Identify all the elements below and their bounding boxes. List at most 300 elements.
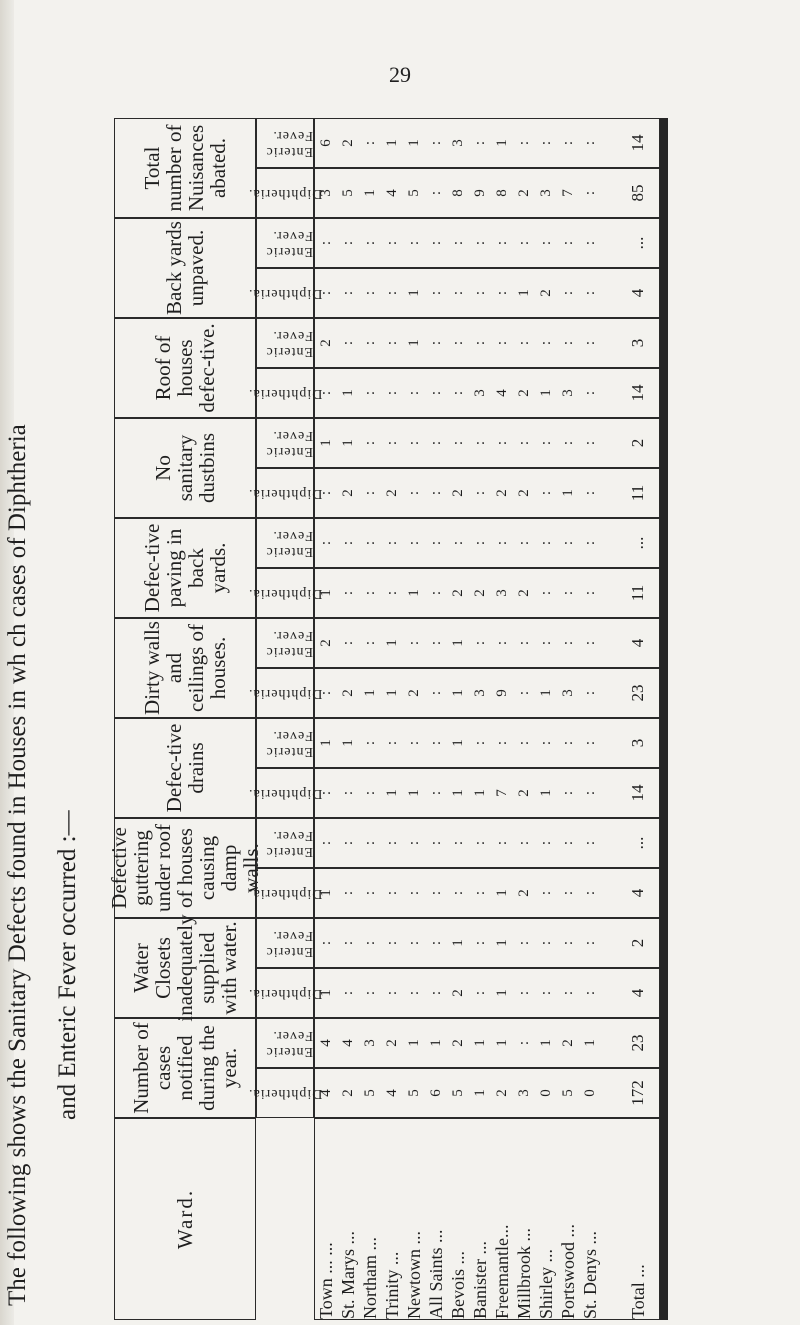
cell-value: : bbox=[538, 240, 554, 246]
cell-value: : bbox=[384, 390, 400, 396]
cell-value: : bbox=[340, 540, 356, 546]
cell-value: 1 bbox=[340, 439, 356, 447]
cell-value: 1 bbox=[494, 989, 510, 997]
cell-value: 1 bbox=[340, 739, 356, 747]
cell-value: : bbox=[362, 940, 378, 946]
cell-value: : bbox=[450, 390, 466, 396]
value-column bbox=[314, 1018, 660, 1068]
cell-value: : bbox=[428, 540, 444, 546]
cell-value: : bbox=[582, 890, 598, 896]
cell-value: 4 bbox=[318, 1089, 334, 1097]
cell-value: 1 bbox=[538, 689, 554, 697]
cell-value: : bbox=[516, 640, 532, 646]
cell-value: : bbox=[384, 990, 400, 996]
cell-value: : bbox=[362, 140, 378, 146]
cell-value: : bbox=[472, 240, 488, 246]
cell-value: : bbox=[406, 640, 422, 646]
column-total: 23 bbox=[628, 1034, 647, 1052]
cell-value: : bbox=[362, 840, 378, 846]
cell-value: : bbox=[560, 740, 576, 746]
cell-value: : bbox=[516, 690, 532, 696]
cell-value: 0 bbox=[538, 1089, 554, 1097]
cell-value: : bbox=[340, 340, 356, 346]
cell-value: : bbox=[428, 190, 444, 196]
cell-value: : bbox=[472, 340, 488, 346]
cell-value: : bbox=[538, 740, 554, 746]
cell-value: : bbox=[340, 790, 356, 796]
cell-value: 2 bbox=[560, 1039, 576, 1047]
cell-value: 1 bbox=[450, 739, 466, 747]
cell-value: 4 bbox=[384, 1089, 400, 1097]
value-column bbox=[314, 618, 660, 668]
table-bottom-rule bbox=[660, 118, 668, 1320]
enteric-fever-label: Enteric Fever. bbox=[265, 528, 313, 559]
cell-value: : bbox=[472, 990, 488, 996]
column-total: 14 bbox=[628, 384, 647, 402]
cell-value: : bbox=[406, 840, 422, 846]
category-header: No sanitary dustbins bbox=[114, 418, 256, 518]
cell-value: 2 bbox=[318, 639, 334, 647]
cell-value: 1 bbox=[560, 489, 576, 497]
cell-value: : bbox=[538, 490, 554, 496]
cell-value: 7 bbox=[494, 789, 510, 797]
cell-value: : bbox=[538, 940, 554, 946]
diphtheria-label: Diphtheria. bbox=[247, 886, 323, 901]
cell-value: 1 bbox=[406, 139, 422, 147]
cell-value: 1 bbox=[516, 289, 532, 297]
cell-value: : bbox=[582, 290, 598, 296]
cell-value: : bbox=[516, 1040, 532, 1046]
value-column bbox=[314, 968, 660, 1018]
sub-header-cell bbox=[247, 868, 323, 918]
category-header: Number of cases notified during the year. bbox=[114, 1018, 256, 1118]
ward-name: Newtown ... bbox=[404, 1231, 424, 1319]
cell-value: : bbox=[538, 890, 554, 896]
cell-value: 1 bbox=[318, 739, 334, 747]
cell-value: : bbox=[560, 590, 576, 596]
ward-name: Banister ... bbox=[470, 1241, 490, 1319]
diphtheria-label: Diphtheria. bbox=[247, 186, 323, 201]
cell-value: : bbox=[428, 390, 444, 396]
cell-value: : bbox=[472, 440, 488, 446]
cell-value: : bbox=[516, 940, 532, 946]
enteric-fever-label: Enteric Fever. bbox=[265, 728, 313, 759]
cell-value: : bbox=[494, 740, 510, 746]
value-column bbox=[314, 818, 660, 868]
cell-value: : bbox=[384, 590, 400, 596]
cell-value: 2 bbox=[384, 1039, 400, 1047]
cell-value: : bbox=[384, 940, 400, 946]
cell-value: : bbox=[538, 440, 554, 446]
cell-value: : bbox=[582, 840, 598, 846]
value-column bbox=[314, 918, 660, 968]
cell-value: 3 bbox=[318, 189, 334, 197]
category-header: Dirty walls and ceilings of houses. bbox=[114, 618, 256, 718]
cell-value: 2 bbox=[384, 489, 400, 497]
cell-value: : bbox=[582, 590, 598, 596]
value-column bbox=[314, 568, 660, 618]
cell-value: 8 bbox=[494, 189, 510, 197]
cell-value: : bbox=[582, 690, 598, 696]
cell-value: : bbox=[428, 890, 444, 896]
enteric-fever-label: Enteric Fever. bbox=[265, 628, 313, 659]
cell-value: 5 bbox=[362, 1089, 378, 1097]
cell-value: 3 bbox=[362, 1039, 378, 1047]
enteric-fever-label: Enteric Fever. bbox=[265, 128, 313, 159]
column-total: ... bbox=[628, 836, 647, 850]
cell-value: : bbox=[362, 890, 378, 896]
category-header: Defective guttering under roof of houses causing damp walls. bbox=[114, 818, 256, 918]
cell-value: : bbox=[318, 940, 334, 946]
cell-value: 9 bbox=[472, 189, 488, 197]
cell-value: 1 bbox=[472, 1039, 488, 1047]
cell-value: : bbox=[538, 990, 554, 996]
diphtheria-label: Diphtheria. bbox=[247, 286, 323, 301]
column-total: 14 bbox=[628, 784, 647, 802]
cell-value: : bbox=[318, 840, 334, 846]
sub-header-cell bbox=[247, 268, 323, 318]
cell-value: : bbox=[362, 490, 378, 496]
cell-value: : bbox=[582, 240, 598, 246]
column-total: 2 bbox=[628, 938, 647, 948]
cell-value: : bbox=[516, 840, 532, 846]
cell-value: : bbox=[318, 240, 334, 246]
cell-value: : bbox=[318, 490, 334, 496]
sub-header-cell bbox=[256, 318, 314, 368]
cell-value: : bbox=[472, 540, 488, 546]
cell-value: : bbox=[362, 640, 378, 646]
sub-header-cell bbox=[247, 468, 323, 518]
cell-value: : bbox=[494, 440, 510, 446]
value-column bbox=[314, 768, 660, 818]
cell-value: 1 bbox=[384, 689, 400, 697]
cell-value: 3 bbox=[472, 389, 488, 397]
cell-value: 5 bbox=[406, 1089, 422, 1097]
cell-value: 1 bbox=[472, 789, 488, 797]
cell-value: 2 bbox=[450, 489, 466, 497]
cell-value: : bbox=[318, 790, 334, 796]
cell-value: : bbox=[428, 290, 444, 296]
cell-value: 1 bbox=[318, 589, 334, 597]
cell-value: : bbox=[340, 840, 356, 846]
cell-value: : bbox=[318, 390, 334, 396]
enteric-fever-label: Enteric Fever. bbox=[265, 928, 313, 959]
cell-value: 5 bbox=[406, 189, 422, 197]
sub-header-cell bbox=[256, 918, 314, 968]
cell-value: 2 bbox=[450, 589, 466, 597]
cell-value: 2 bbox=[494, 1089, 510, 1097]
sub-header-cell bbox=[256, 118, 314, 168]
diphtheria-label: Diphtheria. bbox=[247, 586, 323, 601]
cell-value: 1 bbox=[384, 639, 400, 647]
sub-header-cell bbox=[247, 968, 323, 1018]
cell-value: 1 bbox=[450, 689, 466, 697]
cell-value: : bbox=[516, 540, 532, 546]
cell-value: 5 bbox=[560, 1089, 576, 1097]
category-header: Back yards unpaved. bbox=[114, 218, 256, 318]
cell-value: : bbox=[428, 440, 444, 446]
cell-value: : bbox=[516, 140, 532, 146]
enteric-fever-label: Enteric Fever. bbox=[265, 228, 313, 259]
cell-value: : bbox=[538, 340, 554, 346]
cell-value: : bbox=[560, 940, 576, 946]
cell-value: : bbox=[472, 140, 488, 146]
cell-value: 1 bbox=[472, 1089, 488, 1097]
diphtheria-label: Diphtheria. bbox=[247, 486, 323, 501]
category-header: Total number of Nuisances abated. bbox=[114, 118, 256, 218]
cell-value: 2 bbox=[516, 389, 532, 397]
cell-value: 4 bbox=[340, 1039, 356, 1047]
cell-value: : bbox=[428, 690, 444, 696]
cell-value: 1 bbox=[494, 889, 510, 897]
cell-value: : bbox=[406, 740, 422, 746]
cell-value: : bbox=[538, 140, 554, 146]
cell-value: 2 bbox=[318, 339, 334, 347]
cell-value: 8 bbox=[450, 189, 466, 197]
value-column bbox=[314, 718, 660, 768]
cell-value: : bbox=[472, 490, 488, 496]
value-column bbox=[314, 418, 660, 468]
cell-value: 1 bbox=[538, 1039, 554, 1047]
sub-header-cell bbox=[256, 418, 314, 468]
cell-value: : bbox=[340, 590, 356, 596]
cell-value: : bbox=[472, 890, 488, 896]
value-column bbox=[314, 168, 660, 218]
cell-value: : bbox=[384, 540, 400, 546]
sub-header-cell bbox=[256, 818, 314, 868]
cell-value: 2 bbox=[472, 589, 488, 597]
cell-value: 0 bbox=[582, 1089, 598, 1097]
sub-header-row bbox=[247, 118, 323, 1118]
cell-value: : bbox=[406, 240, 422, 246]
cell-value: : bbox=[362, 540, 378, 546]
cell-value: 3 bbox=[560, 389, 576, 397]
cell-value: 1 bbox=[428, 1039, 444, 1047]
cell-value: 2 bbox=[340, 689, 356, 697]
cell-value: 1 bbox=[406, 789, 422, 797]
ward-name: Portswood ... bbox=[558, 1223, 578, 1319]
cell-value: 1 bbox=[318, 889, 334, 897]
column-total: 4 bbox=[628, 988, 647, 998]
cell-value: : bbox=[516, 740, 532, 746]
cell-value: 7 bbox=[560, 189, 576, 197]
cell-value: : bbox=[384, 890, 400, 896]
value-column bbox=[314, 868, 660, 918]
cell-value: 1 bbox=[384, 139, 400, 147]
cell-value: : bbox=[384, 290, 400, 296]
value-column bbox=[314, 1068, 660, 1118]
cell-value: : bbox=[406, 390, 422, 396]
value-column bbox=[314, 518, 660, 568]
cell-value: : bbox=[428, 790, 444, 796]
cell-value: 1 bbox=[406, 289, 422, 297]
cell-value: : bbox=[494, 840, 510, 846]
cell-value: : bbox=[494, 640, 510, 646]
value-column bbox=[314, 118, 660, 168]
category-header: Roof of houses defec-tive. bbox=[114, 318, 256, 418]
column-total: ... bbox=[628, 536, 647, 550]
cell-value: 2 bbox=[450, 989, 466, 997]
cell-value: 2 bbox=[340, 1089, 356, 1097]
cell-value: : bbox=[560, 290, 576, 296]
cell-value: 1 bbox=[450, 939, 466, 947]
cell-value: : bbox=[582, 390, 598, 396]
cell-value: 1 bbox=[582, 1039, 598, 1047]
sub-header-cell bbox=[247, 368, 323, 418]
cell-value: : bbox=[472, 290, 488, 296]
cell-value: 2 bbox=[516, 789, 532, 797]
table-body bbox=[314, 118, 660, 1320]
enteric-fever-label: Enteric Fever. bbox=[265, 428, 313, 459]
ward-name: Millbrook ... bbox=[514, 1227, 534, 1319]
cell-value: : bbox=[450, 240, 466, 246]
cell-value: : bbox=[318, 290, 334, 296]
cell-value: 1 bbox=[494, 939, 510, 947]
cell-value: 6 bbox=[428, 1089, 444, 1097]
category-header-row bbox=[106, 118, 264, 1118]
cell-value: : bbox=[428, 590, 444, 596]
cell-value: : bbox=[362, 440, 378, 446]
cell-value: : bbox=[472, 940, 488, 946]
cell-value: 3 bbox=[560, 689, 576, 697]
value-column bbox=[314, 468, 660, 518]
ward-header: Ward. bbox=[114, 1118, 256, 1320]
column-total: 172 bbox=[628, 1080, 647, 1106]
cell-value: 1 bbox=[538, 789, 554, 797]
cell-value: : bbox=[428, 340, 444, 346]
cell-value: : bbox=[450, 290, 466, 296]
cell-value: 1 bbox=[450, 789, 466, 797]
cell-value: : bbox=[516, 990, 532, 996]
cell-value: : bbox=[560, 840, 576, 846]
column-total: 3 bbox=[628, 338, 647, 348]
cell-value: 2 bbox=[340, 489, 356, 497]
cell-value: : bbox=[582, 740, 598, 746]
cell-value: : bbox=[560, 640, 576, 646]
cell-value: : bbox=[450, 440, 466, 446]
cell-value: : bbox=[494, 340, 510, 346]
cell-value: : bbox=[340, 240, 356, 246]
cell-value: : bbox=[450, 840, 466, 846]
ward-name: Freemantle... bbox=[492, 1224, 512, 1319]
cell-value: : bbox=[582, 190, 598, 196]
diphtheria-label: Diphtheria. bbox=[247, 386, 323, 401]
sub-header-cell bbox=[256, 518, 314, 568]
cell-value: 4 bbox=[318, 1039, 334, 1047]
cell-value: : bbox=[538, 590, 554, 596]
cell-value: : bbox=[406, 990, 422, 996]
cell-value: 3 bbox=[450, 139, 466, 147]
column-total: 4 bbox=[628, 288, 647, 298]
cell-value: 3 bbox=[516, 1089, 532, 1097]
cell-value: : bbox=[538, 840, 554, 846]
diphtheria-label: Diphtheria. bbox=[247, 986, 323, 1001]
cell-value: 2 bbox=[406, 689, 422, 697]
sub-header-cell bbox=[256, 1018, 314, 1068]
ward-names-column bbox=[314, 1118, 660, 1320]
cell-value: 1 bbox=[494, 139, 510, 147]
value-column bbox=[314, 368, 660, 418]
value-column bbox=[314, 318, 660, 368]
cell-value: : bbox=[428, 140, 444, 146]
cell-value: : bbox=[560, 540, 576, 546]
cell-value: : bbox=[428, 990, 444, 996]
cell-value: : bbox=[362, 590, 378, 596]
cell-value: : bbox=[428, 840, 444, 846]
column-total: 85 bbox=[628, 184, 647, 202]
cell-value: : bbox=[428, 240, 444, 246]
ward-name: Town ... ... bbox=[316, 1242, 336, 1319]
enteric-fever-label: Enteric Fever. bbox=[265, 328, 313, 359]
sub-header-cell bbox=[256, 618, 314, 668]
cell-value: : bbox=[560, 240, 576, 246]
sub-header-cell bbox=[256, 718, 314, 768]
column-total: ... bbox=[628, 236, 647, 250]
cell-value: : bbox=[538, 640, 554, 646]
sub-header-cell bbox=[256, 218, 314, 268]
cell-value: 2 bbox=[494, 489, 510, 497]
cell-value: : bbox=[340, 290, 356, 296]
cell-value: : bbox=[472, 640, 488, 646]
ward-header-cell bbox=[114, 1118, 256, 1320]
cell-value: : bbox=[494, 290, 510, 296]
cell-value: 3 bbox=[538, 189, 554, 197]
cell-value: : bbox=[582, 440, 598, 446]
cell-value: : bbox=[450, 890, 466, 896]
cell-value: : bbox=[340, 990, 356, 996]
cell-value: : bbox=[428, 940, 444, 946]
cell-value: : bbox=[560, 790, 576, 796]
cell-value: 1 bbox=[318, 989, 334, 997]
cell-value: : bbox=[560, 140, 576, 146]
cell-value: : bbox=[362, 740, 378, 746]
cell-value: : bbox=[538, 540, 554, 546]
cell-value: : bbox=[582, 790, 598, 796]
cell-value: 5 bbox=[450, 1089, 466, 1097]
cell-value: 1 bbox=[494, 1039, 510, 1047]
ward-name: All Saints ... bbox=[426, 1229, 446, 1319]
cell-value: : bbox=[340, 890, 356, 896]
cell-value: : bbox=[318, 540, 334, 546]
sub-header-cell bbox=[247, 668, 323, 718]
cell-value: : bbox=[384, 840, 400, 846]
cell-value: : bbox=[384, 240, 400, 246]
cell-value: 2 bbox=[516, 489, 532, 497]
column-total: 2 bbox=[628, 438, 647, 448]
cell-value: : bbox=[428, 490, 444, 496]
cell-value: 2 bbox=[450, 1039, 466, 1047]
cell-value: 1 bbox=[362, 189, 378, 197]
ward-name: Northam ... bbox=[360, 1237, 380, 1319]
category-header: Defec-tive paving in back yards. bbox=[114, 518, 256, 618]
ward-name: Bevois ... bbox=[448, 1250, 468, 1319]
cell-value: 9 bbox=[494, 689, 510, 697]
cell-value: 1 bbox=[406, 1039, 422, 1047]
cell-value: : bbox=[362, 240, 378, 246]
ward-name: Shirley ... bbox=[536, 1249, 556, 1319]
value-column bbox=[314, 218, 660, 268]
cell-value: : bbox=[516, 340, 532, 346]
sub-header-cell bbox=[247, 768, 323, 818]
cell-value: : bbox=[318, 690, 334, 696]
cell-value: 4 bbox=[384, 189, 400, 197]
cell-value: 2 bbox=[538, 289, 554, 297]
cell-value: : bbox=[384, 440, 400, 446]
column-total: 11 bbox=[628, 584, 647, 602]
cell-value: : bbox=[340, 640, 356, 646]
diphtheria-label: Diphtheria. bbox=[247, 1086, 323, 1101]
cell-value: : bbox=[560, 890, 576, 896]
